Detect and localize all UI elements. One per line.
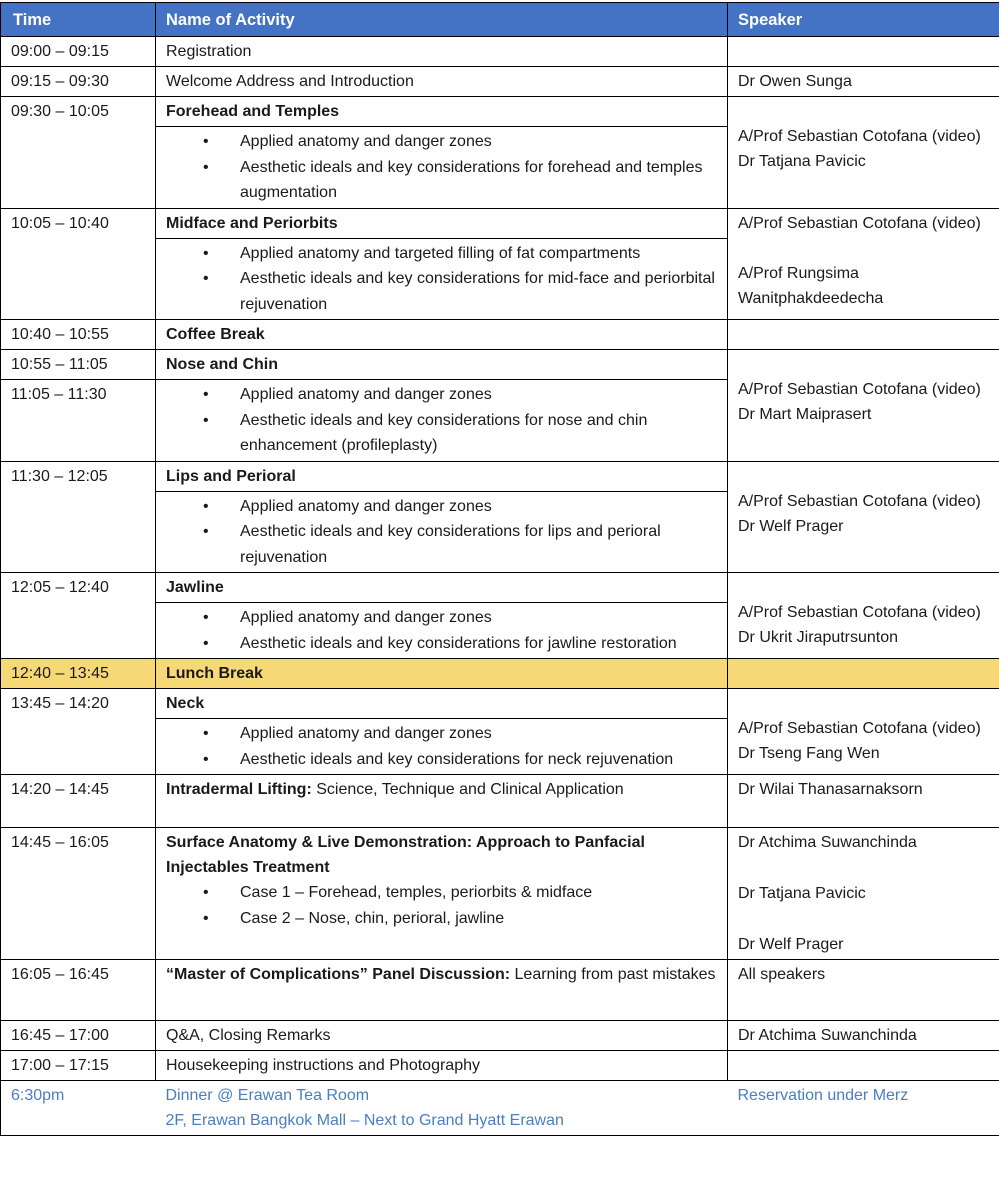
table-row — [1, 320, 999, 350]
speaker-cell — [728, 208, 999, 320]
bullet-item: • Aesthetic ideals and key considerations for neck rejuvenation — [240, 747, 717, 773]
bullet-item: • Applied anatomy and danger zones — [240, 129, 717, 155]
bullet-item: • Applied anatomy and danger zones — [240, 494, 717, 520]
time-cell: 17:00 – 17:15 — [1, 1051, 156, 1081]
session-title: Surface Anatomy & Live Demonstration: Approach to Panfacial Injectables Treatment — [166, 830, 717, 880]
speaker-cell: Dr Wilai Thanasarnaksorn — [728, 775, 999, 828]
table-row — [1, 689, 999, 719]
session-title: Intradermal Lifting: — [166, 781, 312, 798]
time-cell: 11:30 – 12:05 — [1, 461, 156, 573]
table-row — [1, 67, 999, 97]
session-title: “Master of Complications” Panel Discussion: — [166, 966, 510, 983]
bullet-item: • Aesthetic ideals and key considerations for jawline restoration — [240, 631, 717, 657]
time-cell: 14:45 – 16:05 — [1, 828, 156, 960]
speaker-name: Dr Mart Maiprasert — [738, 402, 989, 427]
table-row — [1, 350, 999, 380]
header-activity: Name of Activity — [156, 3, 728, 37]
session-title: Lips and Perioral — [156, 461, 728, 491]
session-bullets — [156, 603, 728, 659]
time-cell: 12:40 – 13:45 — [1, 659, 156, 689]
session-bullets — [156, 127, 728, 209]
session-bullets — [156, 719, 728, 775]
table-row — [1, 208, 999, 238]
bullet-item: • Aesthetic ideals and key considerations for lips and perioral rejuvenation — [240, 519, 717, 570]
bullet-item: • Case 1 – Forehead, temples, periorbits & midface — [240, 880, 717, 906]
session-subtitle: Learning from past mistakes — [510, 966, 715, 983]
speaker-name: Dr Tseng Fang Wen — [738, 741, 989, 766]
time-cell: 16:05 – 16:45 — [1, 960, 156, 1021]
speaker-name: A/Prof Sebastian Cotofana (video) — [738, 600, 989, 625]
speaker-cell — [728, 37, 999, 67]
time-cell: 11:05 – 11:30 — [1, 380, 156, 462]
table-row — [1, 1051, 999, 1081]
speaker-name: A/Prof Sebastian Cotofana (video) — [738, 377, 989, 402]
speaker-cell — [728, 689, 999, 775]
speaker-name: Dr Welf Prager — [738, 932, 989, 957]
dinner-address: 2F, Erawan Bangkok Mall – Next to Grand Hyatt Erawan — [166, 1108, 718, 1133]
time-cell: 6:30pm — [1, 1081, 156, 1136]
speaker-cell — [728, 461, 999, 573]
time-cell: 13:45 – 14:20 — [1, 689, 156, 775]
speaker-cell — [728, 320, 999, 350]
speaker-cell — [728, 573, 999, 659]
table-row-dinner — [1, 1081, 999, 1136]
bullet-item: • Applied anatomy and danger zones — [240, 382, 717, 408]
speaker-name: Dr Ukrit Jiraputrsunton — [738, 625, 989, 650]
speaker-name: A/Prof Sebastian Cotofana (video) — [738, 716, 989, 741]
speaker-cell — [728, 659, 999, 689]
speaker-cell — [728, 1051, 999, 1081]
table-row — [1, 97, 999, 127]
bullet-item: • Aesthetic ideals and key considerations for forehead and temples augmentation — [240, 155, 717, 206]
session-title: Jawline — [156, 573, 728, 603]
header-time: Time — [1, 3, 156, 37]
activity-cell — [156, 1081, 728, 1136]
speaker-cell — [728, 350, 999, 462]
session-title: Forehead and Temples — [156, 97, 728, 127]
time-cell: 10:55 – 11:05 — [1, 350, 156, 380]
table-row — [1, 960, 999, 1021]
table-header — [1, 3, 999, 37]
table-row — [1, 573, 999, 603]
activity-cell — [156, 960, 728, 1021]
activity-cell: Housekeeping instructions and Photography — [156, 1051, 728, 1081]
session-bullets — [156, 491, 728, 573]
speaker-name: Dr Tatjana Pavicic — [738, 149, 989, 174]
time-cell: 09:00 – 09:15 — [1, 37, 156, 67]
time-cell: 14:20 – 14:45 — [1, 775, 156, 828]
table-row — [1, 1021, 999, 1051]
table-row — [1, 828, 999, 960]
activity-cell — [156, 828, 728, 960]
time-cell: 09:30 – 10:05 — [1, 97, 156, 209]
session-bullets — [156, 238, 728, 320]
activity-cell: Q&A, Closing Remarks — [156, 1021, 728, 1051]
bullet-item: • Aesthetic ideals and key considerations for nose and chin enhancement (profileplasty) — [240, 408, 717, 459]
speaker-name: Dr Atchima Suwanchinda — [738, 830, 989, 855]
bullet-item: • Applied anatomy and danger zones — [240, 721, 717, 747]
speaker-name: Dr Welf Prager — [738, 514, 989, 539]
time-cell: 16:45 – 17:00 — [1, 1021, 156, 1051]
activity-cell: Welcome Address and Introduction — [156, 67, 728, 97]
speaker-cell: Reservation under Merz — [728, 1081, 999, 1136]
bullet-item: • Aesthetic ideals and key considerations for mid-face and periorbital rejuvenation — [240, 266, 717, 317]
table-row — [1, 775, 999, 828]
table-row — [1, 461, 999, 491]
activity-cell: Coffee Break — [156, 320, 728, 350]
session-title: Nose and Chin — [156, 350, 728, 380]
activity-cell — [156, 775, 728, 828]
bullet-item: • Case 2 – Nose, chin, perioral, jawline — [240, 906, 717, 932]
session-title: Midface and Periorbits — [156, 208, 728, 238]
activity-cell: Lunch Break — [156, 659, 728, 689]
session-title: Neck — [156, 689, 728, 719]
session-subtitle: Science, Technique and Clinical Application — [312, 781, 624, 798]
table-row-lunch — [1, 659, 999, 689]
bullet-item: • Applied anatomy and danger zones — [240, 605, 717, 631]
speaker-cell: Dr Atchima Suwanchinda — [728, 1021, 999, 1051]
time-cell: 10:05 – 10:40 — [1, 208, 156, 320]
dinner-venue: Dinner @ Erawan Tea Room — [166, 1083, 718, 1108]
agenda-table — [0, 2, 999, 1136]
speaker-cell — [728, 828, 999, 960]
activity-cell: Registration — [156, 37, 728, 67]
speaker-cell: Dr Owen Sunga — [728, 67, 999, 97]
speaker-name: A/Prof Sebastian Cotofana (video) — [738, 489, 989, 514]
time-cell: 10:40 – 10:55 — [1, 320, 156, 350]
speaker-name: A/Prof Rungsima Wanitphakdeedecha — [738, 261, 989, 311]
time-cell: 12:05 – 12:40 — [1, 573, 156, 659]
header-speaker: Speaker — [728, 3, 999, 37]
speaker-name: A/Prof Sebastian Cotofana (video) — [738, 124, 989, 149]
speaker-name: A/Prof Sebastian Cotofana (video) — [738, 211, 989, 236]
speaker-cell — [728, 97, 999, 209]
speaker-cell: All speakers — [728, 960, 999, 1021]
session-bullets — [156, 380, 728, 462]
table-row — [1, 37, 999, 67]
speaker-name: Dr Tatjana Pavicic — [738, 881, 989, 906]
bullet-item: • Applied anatomy and targeted filling of fat compartments — [240, 241, 717, 267]
time-cell: 09:15 – 09:30 — [1, 67, 156, 97]
